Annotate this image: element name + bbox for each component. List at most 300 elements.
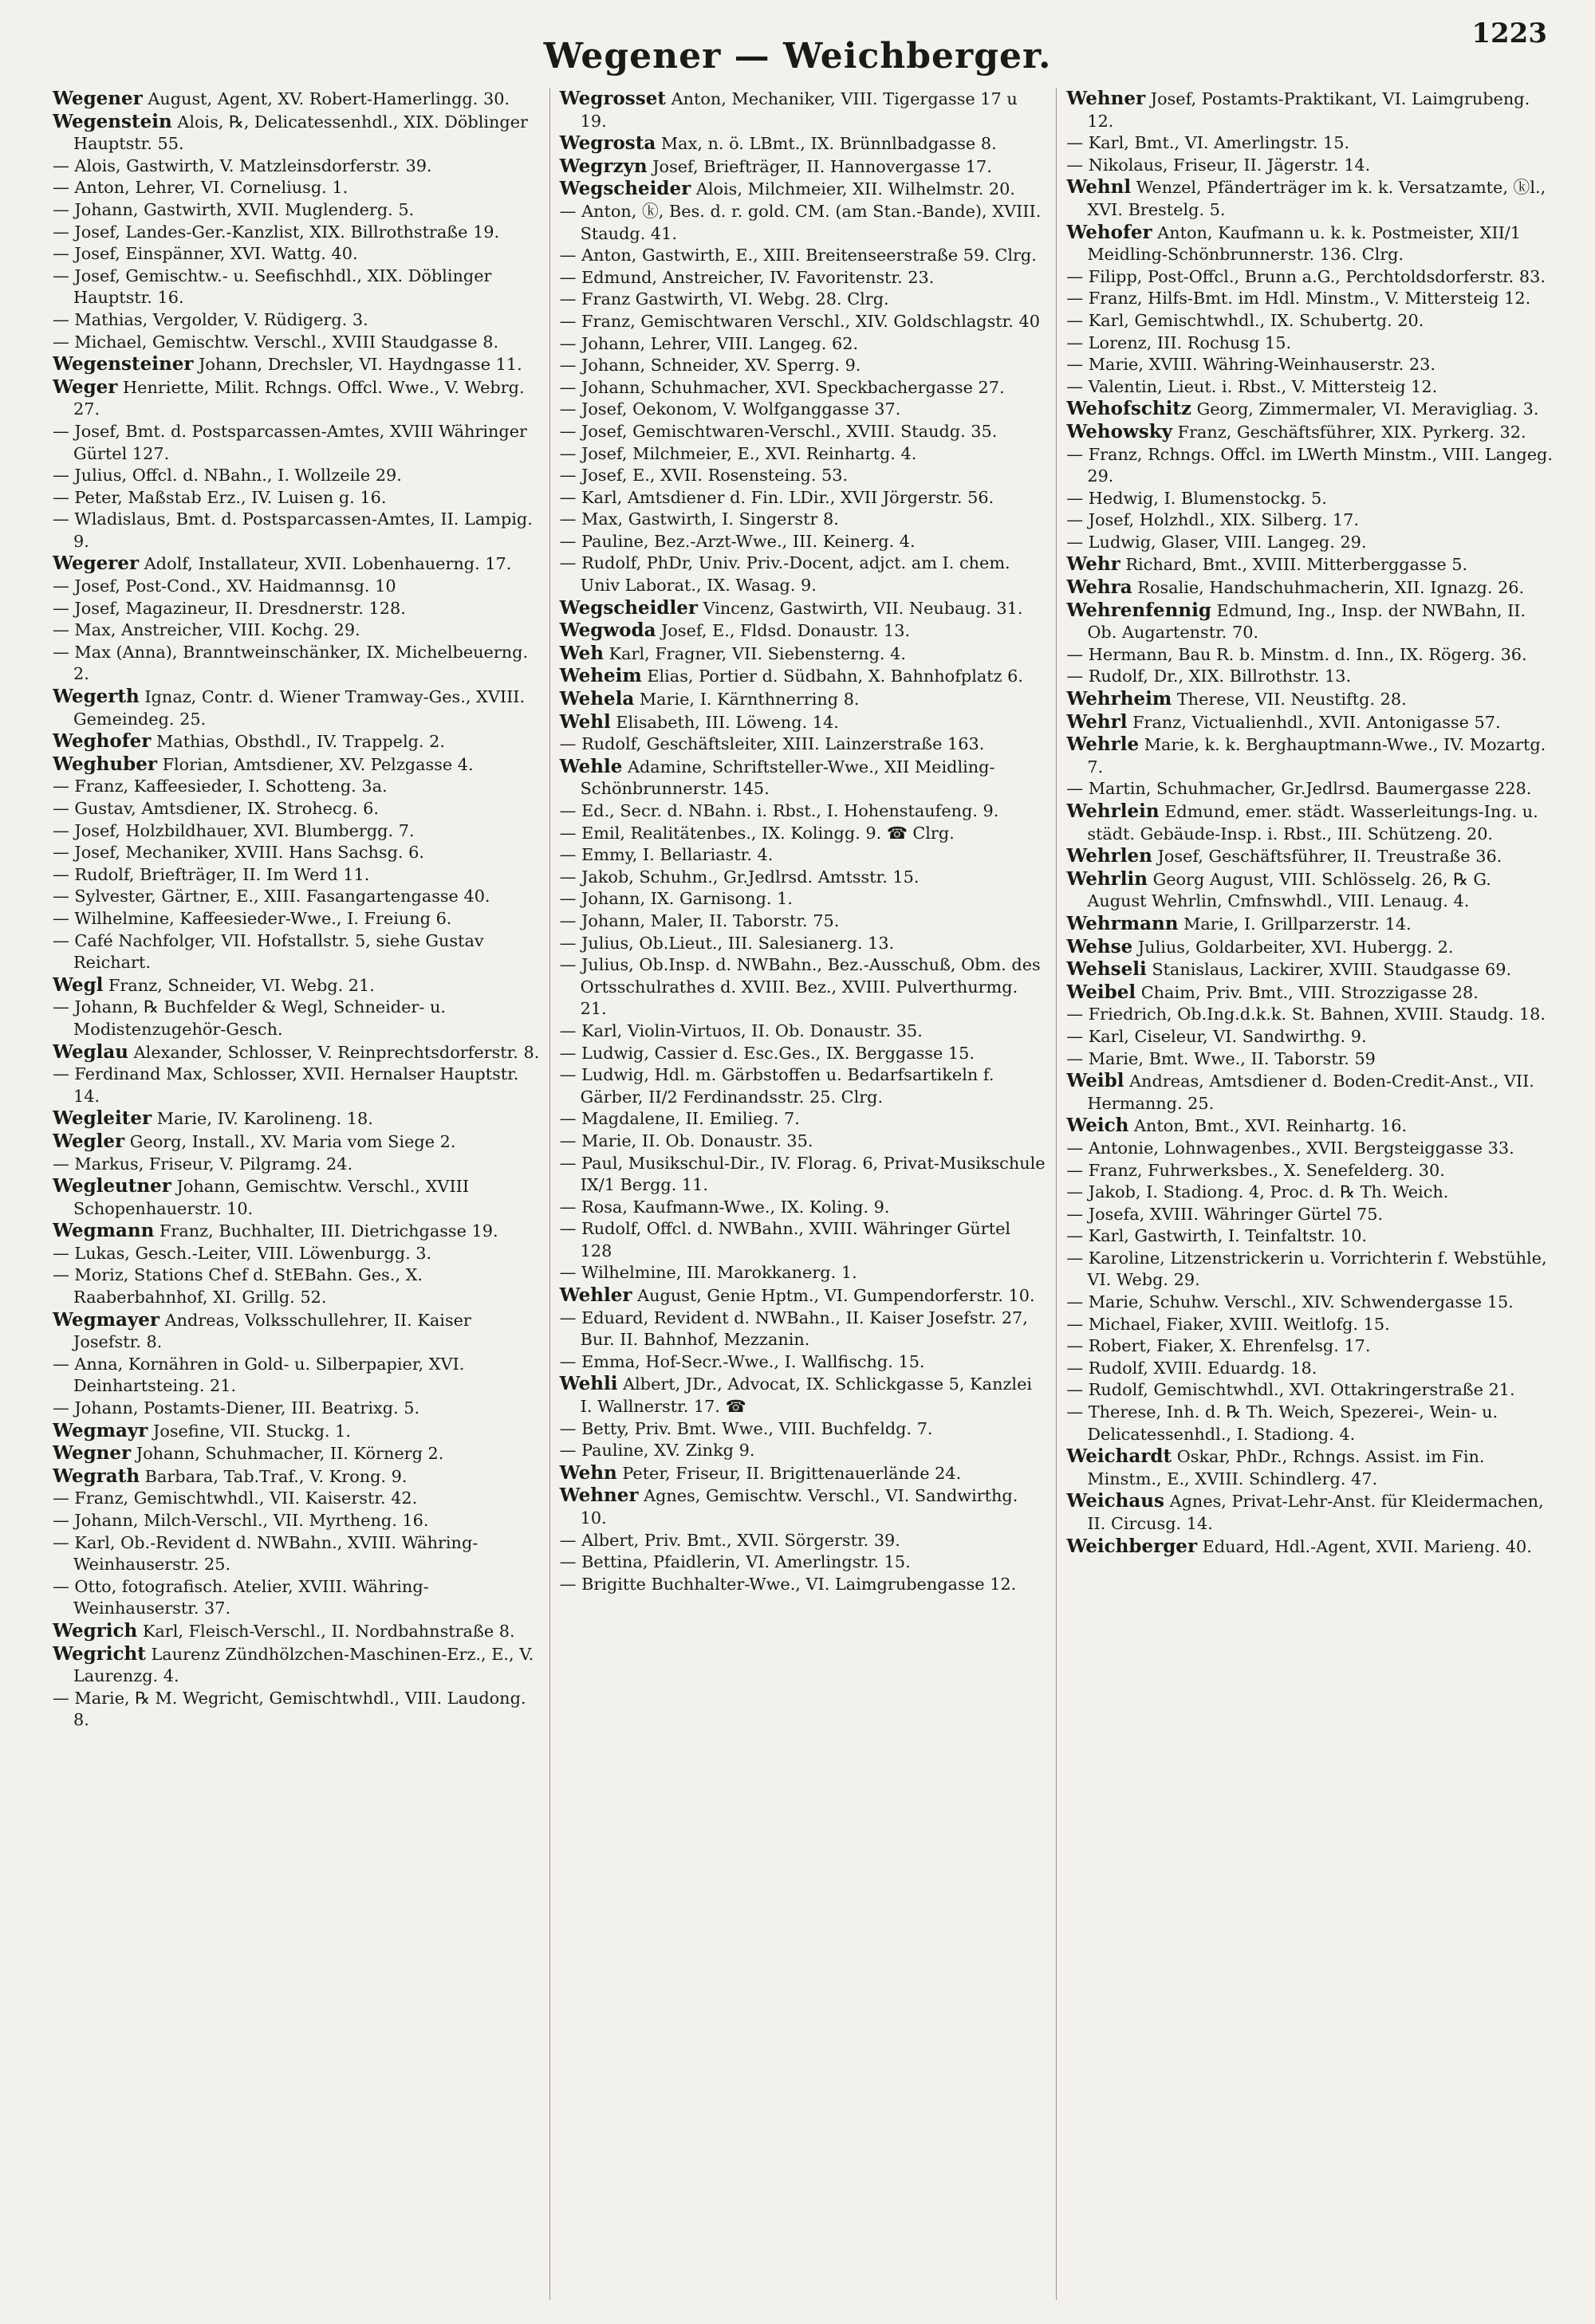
directory-entry (53, 1243, 540, 1265)
directory-entry (53, 1264, 540, 1308)
entry-text: — Johann, Schneider, XV. Sperrg. 9. (559, 356, 861, 376)
entry-text: — Emmy, I. Bellariastr. 4. (559, 845, 774, 865)
entry-text: — Gustav, Amtsdiener, IX. Strohecg. 6. (53, 799, 380, 818)
directory-entry (1066, 553, 1554, 576)
directory-entry (560, 1262, 1047, 1284)
entry-text: — Rudolf, Dr., XIX. Billrothstr. 13. (1066, 667, 1352, 686)
entry-surname: Wegrzyn (559, 155, 648, 177)
directory-entry (53, 598, 540, 620)
entry-text: — Michael, Gemischtw. Verschl., XVIII Staudgasse 8. (53, 332, 499, 352)
directory-entry (560, 531, 1047, 553)
directory-entry (560, 1373, 1047, 1418)
entry-text: Adamine, Schriftsteller-Wwe., XII Meidling-Schönbrunnerstr. 145. (580, 757, 995, 799)
entry-surname: Wegscheidler (559, 596, 698, 619)
directory-entry (1066, 532, 1554, 554)
entry-surname: Wegricht (53, 1642, 146, 1665)
directory-entry (560, 1551, 1047, 1574)
directory-entry (1066, 155, 1554, 177)
directory-entry (53, 1688, 540, 1732)
directory-entry (1066, 1004, 1554, 1026)
directory-entry (1066, 666, 1554, 688)
directory-entry (1066, 1048, 1554, 1071)
entry-text: — Rudolf, XVIII. Eduardg. 18. (1066, 1358, 1317, 1378)
directory-entry (53, 842, 540, 864)
entry-text: — Franz, Hilfs-Bmt. im Hdl. Minstm., V. Mittersteig 12. (1066, 289, 1531, 309)
directory-entry (53, 1131, 540, 1154)
entry-text: — Lorenz, III. Rochusg 15. (1066, 332, 1292, 352)
directory-entry (1066, 1335, 1554, 1358)
directory-entry (1066, 332, 1554, 355)
entry-text: Barbara, Tab.Traf., V. Krong. 9. (140, 1466, 408, 1486)
directory-entry (560, 800, 1047, 823)
entry-text: — Ludwig, Cassier d. Esc.Ges., IX. Berggasse 15. (559, 1043, 975, 1063)
entry-text: — Josef, Landes-Ger.-Kanzlist, XIX. Billrothstraße 19. (53, 222, 500, 242)
entry-text: Georg August, VIII. Schlösselg. 26, ℞ G. August Wehrlin, Cmfnswhdl., VIII. Lenaug. 4. (1087, 869, 1491, 911)
entry-surname: Wehrl (1066, 710, 1128, 733)
page-title: Wegener — Weichberger. (543, 36, 1052, 77)
directory-entry (560, 1351, 1047, 1374)
directory-entry (1066, 1026, 1554, 1048)
entry-surname: Wegscheider (559, 178, 691, 200)
entry-text: Max, n. ö. LBmt., IX. Brünnlbadgasse 8. (656, 134, 997, 154)
entry-text: — Karoline, Litzenstrickerin u. Vorrichterin f. Webstühle, VI. Webg. 29. (1066, 1248, 1547, 1290)
directory-entry (53, 1354, 540, 1398)
directory-entry (560, 311, 1047, 333)
directory-entry (560, 867, 1047, 889)
entry-text: — Rudolf, Briefträger, II. Im Werd 11. (53, 864, 370, 884)
entry-text: — Wilhelmine, Kaffeesieder-Wwe., I. Freiung 6. (53, 908, 452, 928)
directory-entry (53, 776, 540, 798)
entry-text: Karl, Fleisch-Verschl., II. Nordbahnstraße 8. (137, 1621, 515, 1641)
entry-text: — Betty, Priv. Bmt. Wwe., VIII. Buchfeldg. 7. (559, 1418, 933, 1438)
entry-text: Marie, IV. Karolineng. 18. (152, 1109, 373, 1129)
directory-entry (1066, 644, 1554, 667)
entry-text: — Rudolf, Geschäftsleiter, XIII. Lainzerstraße 163. (559, 734, 985, 754)
directory-entry (1066, 1358, 1554, 1380)
entry-text: Rosalie, Handschuhmacherin, XII. Ignazg. 26. (1132, 578, 1525, 598)
entry-text: Anton, Bmt., XVI. Reinhartg. 16. (1128, 1116, 1408, 1136)
directory-entry (1066, 1445, 1554, 1490)
directory-entry (53, 353, 540, 376)
directory-entry (560, 643, 1047, 666)
entry-surname: Wegleutner (53, 1175, 171, 1197)
entry-surname: Wehrenfennig (1066, 599, 1211, 621)
directory-entry (1066, 421, 1554, 444)
entry-surname: Wegmann (53, 1220, 155, 1242)
entry-surname: Wehela (559, 688, 635, 710)
directory-entry (1066, 800, 1554, 845)
directory-columns (43, 88, 1563, 2300)
directory-entry (53, 155, 540, 178)
directory-entry (560, 487, 1047, 509)
entry-text: — Café Nachfolger, VII. Hofstallstr. 5, siehe Gustav Reichart. (53, 930, 484, 973)
entry-text: — Karl, Bmt., VI. Amerlingstr. 15. (1066, 133, 1350, 153)
entry-text: — Mathias, Vergolder, V. Rüdigerg. 3. (53, 309, 368, 329)
entry-text: Georg, Zimmermaler, VI. Meravigliag. 3. (1191, 399, 1539, 419)
entry-surname: Wehn (559, 1461, 617, 1484)
entry-text: Alexander, Schlosser, V. Reinprechtsdorferstr. 8. (128, 1042, 540, 1062)
directory-entry (1066, 845, 1554, 868)
directory-entry (53, 908, 540, 930)
directory-entry (560, 399, 1047, 421)
entry-text: Anton, Mechaniker, VIII. Tigergasse 17 u 19. (580, 89, 1018, 131)
entry-text: — Josef, Mechaniker, XVIII. Hans Sachsg. 6. (53, 843, 424, 863)
directory-entry (53, 1576, 540, 1620)
entry-text: — Anton, Lehrer, VI. Corneliusg. 1. (53, 178, 349, 198)
entry-text: — Brigitte Buchhalter-Wwe., VI. Laimgrubengasse 12. (559, 1574, 1017, 1594)
directory-entry (53, 332, 540, 354)
entry-surname: Wegerth (53, 686, 140, 708)
directory-entry (1066, 176, 1554, 221)
entry-surname: Weh (559, 642, 604, 664)
directory-entry (560, 1043, 1047, 1065)
directory-entry (560, 421, 1047, 443)
directory-entry (560, 443, 1047, 466)
entry-text: Franz, Buchhalter, III. Dietrichgasse 19. (154, 1221, 498, 1241)
directory-entry (1066, 398, 1554, 421)
directory-entry (560, 552, 1047, 596)
entry-text: Edmund, Ing., Insp. der NWBahn, II. Ob. Augartenstr. 70. (1087, 600, 1526, 643)
directory-entry (53, 820, 540, 843)
directory-entry (560, 333, 1047, 356)
entry-text: Eduard, Hdl.-Agent, XVII. Marieng. 40. (1197, 1536, 1532, 1556)
directory-entry (1066, 868, 1554, 913)
directory-entry (560, 178, 1047, 201)
directory-entry (53, 642, 540, 686)
entry-surname: Wehseli (1066, 958, 1147, 981)
directory-entry (1066, 288, 1554, 310)
directory-entry (560, 910, 1047, 933)
directory-entry (560, 1131, 1047, 1153)
directory-entry (560, 1307, 1047, 1351)
entry-text: Florian, Amtsdiener, XV. Pelzgasse 4. (156, 754, 474, 774)
directory-entry (560, 756, 1047, 800)
entry-text: — Johann, IX. Garnisong. 1. (559, 889, 793, 909)
entry-surname: Wegmayer (53, 1308, 160, 1331)
directory-entry (53, 1442, 540, 1465)
directory-entry (560, 245, 1047, 267)
entry-text: Oskar, PhDr., Rchngs. Assist. im Fin. Minstm., E., XVIII. Schindlerg. 47. (1087, 1447, 1485, 1488)
directory-entry (53, 686, 540, 730)
entry-surname: Weheim (559, 665, 642, 687)
directory-entry (1066, 1536, 1554, 1559)
entry-text: — Karl, Violin-Virtuos, II. Ob. Donaustr. 35. (559, 1020, 923, 1040)
directory-entry (560, 665, 1047, 688)
entry-text: — Jakob, Schuhm., Gr.Jedlrsd. Amtsstr. 15. (559, 867, 920, 887)
directory-entry (53, 199, 540, 222)
entry-surname: Wegl (53, 973, 104, 996)
entry-surname: Weichberger (1066, 1535, 1198, 1557)
directory-entry (53, 1643, 540, 1688)
entry-text: August, Genie Hptm., VI. Gumpendorferstr. 10. (632, 1286, 1035, 1306)
directory-entry (1066, 600, 1554, 644)
directory-entry (1066, 509, 1554, 532)
entry-text: — Ed., Secr. d. NBahn. i. Rbst., I. Hohenstaufeng. 9. (559, 801, 999, 820)
entry-text: Elisabeth, III. Löweng. 14. (610, 712, 839, 732)
directory-entry (53, 886, 540, 908)
directory-entry (560, 1218, 1047, 1262)
entry-text: — Pauline, Bez.-Arzt-Wwe., III. Keinerg. 4. (559, 531, 916, 551)
entry-text: Peter, Friseur, II. Brigittenauerlände 24. (616, 1463, 962, 1483)
directory-entry (560, 155, 1047, 179)
entry-text: — Franz, Gemischtwhdl., VII. Kaiserstr. 42. (53, 1488, 418, 1508)
directory-entry (560, 1440, 1047, 1462)
entry-text: — Emma, Hof-Secr.-Wwe., I. Wallfischg. 15. (559, 1351, 925, 1371)
directory-entry (560, 597, 1047, 620)
directory-entry (1066, 1182, 1554, 1204)
directory-entry (560, 1153, 1047, 1197)
directory-entry (53, 1488, 540, 1510)
entry-surname: Weibl (1066, 1070, 1124, 1092)
entry-surname: Weger (53, 376, 118, 398)
directory-entry (53, 730, 540, 753)
entry-surname: Wehrmann (1066, 912, 1179, 934)
entry-surname: Wegwoda (559, 619, 656, 642)
entry-text: Josef, Postamts-Praktikant, VI. Laimgrubeng. 12. (1087, 89, 1530, 131)
entry-text: — Franz, Fuhrwerksbes., X. Senefelderg. 30. (1066, 1160, 1445, 1180)
directory-entry (560, 1574, 1047, 1596)
entry-text: — Jakob, I. Stadiong. 4, Proc. d. ℞ Th. Weich. (1066, 1182, 1449, 1202)
entry-text: — Filipp, Post-Offcl., Brunn a.G., Perchtoldsdorferstr. 83. (1066, 266, 1546, 286)
directory-entry (560, 1462, 1047, 1485)
directory-entry (53, 1510, 540, 1532)
entry-text: — Josef, Einspänner, XVI. Wattg. 40. (53, 244, 358, 264)
directory-entry (1066, 1402, 1554, 1445)
entry-text: — Moriz, Stations Chef d. StEBahn. Ges., X. Raaberbahnhof, XI. Grillg. 52. (53, 1265, 423, 1307)
entry-text: — Sylvester, Gärtner, E., XIII. Fasangartengasse 40. (53, 887, 490, 906)
entry-text: Wenzel, Pfänderträger im k. k. Versatzamte, ⓚl., XVI. Brestelg. 5. (1087, 178, 1546, 219)
directory-entry (560, 823, 1047, 845)
entry-surname: Wehner (1066, 88, 1146, 109)
directory-entry (1066, 1292, 1554, 1314)
entry-surname: Weghuber (53, 753, 157, 775)
directory-entry (560, 1484, 1047, 1529)
directory-entry (560, 1197, 1047, 1219)
entry-text: — Johann, Lehrer, VIII. Langeg. 62. (559, 333, 859, 353)
directory-entry (1066, 1070, 1554, 1115)
entry-text: — Franz, Gemischtwaren Verschl., XIV. Goldschlagstr. 40 (559, 311, 1040, 331)
directory-entry (560, 844, 1047, 867)
entry-text: Josefine, VII. Stuckg. 1. (148, 1421, 351, 1441)
entry-surname: Wegenstein (53, 110, 172, 132)
entry-text: — Wladislaus, Bmt. d. Postsparcassen-Amtes, II. Lampig. 9. (53, 509, 533, 551)
entry-text: — Julius, Ob.Insp. d. NWBahn., Bez.-Ausschuß, Obm. des Ortsschulrathes d. XVIII. Bez., XVIII. Pulverthurmg. 21. (559, 955, 1041, 1019)
entry-text: Laurenz Zündhölzchen-Maschinen-Erz., E., V. Laurenzg. 4. (73, 1644, 534, 1686)
directory-entry (53, 619, 540, 642)
directory-entry (1066, 733, 1554, 778)
entry-text: Vincenz, Gastwirth, VII. Neubaug. 31. (697, 598, 1023, 618)
directory-entry (53, 309, 540, 332)
directory-entry (53, 576, 540, 598)
entry-surname: Wehner (559, 1484, 639, 1507)
column-1 (43, 88, 549, 2300)
directory-entry (1066, 981, 1554, 1005)
directory-entry (560, 1064, 1047, 1108)
entry-text: — Karl, Amtsdiener d. Fin. LDir., XVII Jörgerstr. 56. (559, 487, 994, 507)
entry-text: — Johann, ℞ Buchfelder & Wegl, Schneider- u. Modistenzugehör-Gesch. (53, 997, 447, 1039)
directory-entry (1066, 913, 1554, 936)
directory-entry (560, 355, 1047, 377)
entry-text: — Eduard, Revident d. NWBahn., II. Kaiser Josefstr. 27, Bur. II. Bahnhof, Mezzanin. (559, 1307, 1028, 1350)
directory-entry (53, 177, 540, 199)
directory-entry (1066, 222, 1554, 266)
entry-text: — Josefa, XVIII. Währinger Gürtel 75. (1066, 1204, 1384, 1224)
column-2 (549, 88, 1057, 2300)
entry-surname: Wehowsky (1066, 420, 1173, 442)
entry-surname: Wegrath (53, 1465, 140, 1487)
entry-text: Mathias, Obsthdl., IV. Trappelg. 2. (151, 732, 445, 752)
directory-entry (53, 552, 540, 576)
entry-text: Richard, Bmt., XVIII. Mitterberggasse 5. (1120, 555, 1468, 575)
entry-text: — Josef, Gemischtw.- u. Seefischhdl., XIX. Döblinger Hauptstr. 16. (53, 265, 492, 308)
entry-text: Andreas, Amtsdiener d. Boden-Credit-Anst., VII. Hermanng. 25. (1087, 1072, 1534, 1113)
entry-text: — Franz, Rchngs. Offcl. im LWerth Minstm., VIII. Langeg. 29. (1066, 444, 1553, 486)
entry-surname: Wehler (559, 1284, 632, 1307)
directory-entry (53, 930, 540, 974)
directory-entry (53, 1064, 540, 1107)
entry-text: — Julius, Offcl. d. NBahn., I. Wollzeile 29. (53, 466, 402, 486)
directory-entry (1066, 444, 1554, 488)
entry-surname: Wegrosset (559, 88, 666, 109)
entry-text: — Valentin, Lieut. i. Rbst., V. Mittersteig 12. (1066, 376, 1438, 396)
directory-entry (560, 377, 1047, 399)
entry-text: — Julius, Ob.Lieut., III. Salesianerg. 13. (559, 933, 895, 953)
entry-text: — Josef, Post-Cond., XV. Haidmannsg. 10 (53, 576, 396, 596)
entry-text: — Rudolf, Offcl. d. NWBahn., XVIII. Währinger Gürtel 128 (559, 1219, 1011, 1260)
entry-text: Julius, Goldarbeiter, XVI. Hubergg. 2. (1132, 937, 1454, 957)
entry-text: Johann, Drechsler, VI. Haydngasse 11. (193, 355, 522, 375)
entry-text: — Anton, Gastwirth, E., XIII. Breitenseerstraße 59. Clrg. (559, 246, 1037, 265)
entry-text: — Edmund, Anstreicher, IV. Favoritenstr. 23. (559, 267, 935, 287)
directory-entry (560, 1284, 1047, 1307)
directory-entry (1066, 1379, 1554, 1402)
directory-entry (1066, 711, 1554, 734)
entry-text: Anton, Kaufmann u. k. k. Postmeister, XII/1 Meidling-Schönbrunnerstr. 136. Clrg. (1087, 222, 1522, 265)
entry-text: — Johann, Schuhmacher, XVI. Speckbachergasse 27. (559, 377, 1005, 397)
entry-text: Josef, Briefträger, II. Hannovergasse 17. (647, 156, 992, 176)
directory-entry (1066, 1138, 1554, 1160)
entry-text: — Johann, Postamts-Diener, III. Beatrixg. 5. (53, 1398, 420, 1418)
entry-surname: Wehr (1066, 553, 1120, 576)
entry-surname: Wegleiter (53, 1107, 152, 1130)
entry-text: — Albert, Priv. Bmt., XVII. Sörgerstr. 39. (559, 1530, 900, 1550)
entry-text: Georg, Install., XV. Maria vom Siege 2. (124, 1131, 456, 1151)
entry-surname: Wehrheim (1066, 688, 1172, 710)
directory-entry (1066, 1225, 1554, 1248)
entry-text: — Ludwig, Hdl. m. Gärbstoffen u. Bedarfsartikeln f. Gärber, II/2 Ferdinandsstr. 25. Clrg. (559, 1065, 994, 1107)
entry-surname: Wehofer (1066, 221, 1152, 243)
entry-text: — Karl, Gastwirth, I. Teinfaltstr. 10. (1066, 1226, 1368, 1246)
directory-entry (560, 711, 1047, 734)
directory-entry (53, 1532, 540, 1576)
directory-entry (1066, 1248, 1554, 1292)
directory-entry (560, 267, 1047, 289)
entry-text: Agnes, Privat-Lehr-Anst. für Kleidermachen, II. Circusg. 14. (1087, 1492, 1544, 1533)
entry-surname: Wehra (1066, 576, 1132, 599)
entry-text: — Rudolf, PhDr, Univ. Priv.-Docent, adjct. am I. chem. Univ Laborat., IX. Wasag. 9. (559, 553, 1010, 596)
entry-text: Ignaz, Contr. d. Wiener Tramway-Ges., XVIII. Gemeindeg. 25. (73, 687, 526, 729)
entry-text: — Hedwig, I. Blumenstockg. 5. (1066, 488, 1327, 508)
directory-entry (53, 1398, 540, 1420)
entry-text: — Anton, ⓚ, Bes. d. r. gold. CM. (am Stan.-Bande), XVIII. Staudg. 41. (559, 201, 1042, 243)
directory-entry (1066, 936, 1554, 959)
column-3 (1056, 88, 1563, 2300)
entry-surname: Weich (1066, 1115, 1129, 1137)
directory-entry (560, 619, 1047, 643)
entry-text: — Karl, Ciseleur, VI. Sandwirthg. 9. (1066, 1026, 1367, 1046)
directory-entry (1066, 1115, 1554, 1138)
entry-text: — Max (Anna), Branntweinschänker, IX. Michelbeuerng. 2. (53, 642, 529, 684)
directory-entry (560, 1530, 1047, 1552)
entry-surname: Wehrlein (1066, 800, 1160, 822)
directory-entry (1066, 576, 1554, 600)
directory-entry (53, 88, 540, 111)
entry-text: Andreas, Volksschullehrer, II. Kaiser Josefstr. 8. (73, 1310, 471, 1352)
entry-text: — Josef, Bmt. d. Postsparcassen-Amtes, XVIII Währinger Gürtel 127. (53, 421, 527, 463)
entry-surname: Weichaus (1066, 1490, 1164, 1512)
directory-entry (53, 1620, 540, 1643)
directory-entry (1066, 88, 1554, 132)
directory-entry (1066, 1204, 1554, 1226)
directory-entry (560, 289, 1047, 311)
entry-text: Marie, I. Grillparzerstr. 14. (1178, 914, 1412, 934)
directory-entry (560, 733, 1047, 756)
entry-text: — Peter, Maßstab Erz., IV. Luisen g. 16. (53, 487, 387, 507)
entry-surname: Weglau (53, 1040, 129, 1063)
entry-surname: Wegner (53, 1442, 132, 1465)
entry-text: — Josef, Holzhdl., XIX. Silberg. 17. (1066, 510, 1359, 530)
directory-entry (53, 111, 540, 155)
entry-text: — Ferdinand Max, Schlosser, XVII. Hernalser Hauptstr. 14. (53, 1064, 519, 1106)
directory-entry (560, 1020, 1047, 1043)
entry-text: — Emil, Realitätenbes., IX. Kolingg. 9. ☎ Clrg. (559, 823, 955, 843)
entry-text: Karl, Fragner, VII. Siebensterng. 4. (603, 643, 906, 663)
entry-text: Henriette, Milit. Rchngs. Offcl. Wwe., V. Webrg. 27. (73, 377, 525, 419)
entry-text: Franz, Schneider, VI. Webg. 21. (103, 975, 375, 995)
directory-entry (53, 1175, 540, 1220)
directory-entry (53, 265, 540, 309)
entry-surname: Weichardt (1066, 1445, 1172, 1468)
entry-text: — Paul, Musikschul-Dir., IV. Florag. 6, Privat-Musikschule IX/1 Bergg. 11. (559, 1153, 1046, 1195)
entry-text: — Ludwig, Glaser, VIII. Langeg. 29. (1066, 532, 1367, 552)
directory-entry (560, 465, 1047, 487)
directory-entry (53, 1154, 540, 1176)
entry-surname: Wehl (559, 710, 611, 733)
directory-entry (560, 933, 1047, 955)
directory-entry (53, 974, 540, 997)
entry-text: — Johann, Milch-Verschl., VII. Myrtheng. 16. (53, 1511, 429, 1530)
directory-entry (1066, 132, 1554, 155)
page-header (48, 13, 1547, 77)
entry-text: — Michael, Fiaker, XVIII. Weitlofg. 15. (1066, 1314, 1390, 1334)
entry-text: — Karl, Ob.-Revident d. NWBahn., XVIII. Währing-Weinhauserstr. 25. (53, 1532, 478, 1575)
entry-text: Alois, Milchmeier, XII. Wilhelmstr. 20. (691, 179, 1015, 199)
entry-surname: Wehli (559, 1373, 618, 1395)
directory-entry (53, 509, 540, 552)
entry-text: — Karl, Gemischtwhdl., IX. Schubertg. 20. (1066, 310, 1424, 330)
entry-text: Josef, E., Fldsd. Donaustr. 13. (656, 621, 911, 641)
entry-text: — Antonie, Lohnwagenbes., XVII. Bergsteiggasse 33. (1066, 1138, 1514, 1158)
entry-surname: Wegensteiner (53, 353, 194, 376)
directory-entry (560, 954, 1047, 1020)
entry-text: — Josef, Milchmeier, E., XVI. Reinhartg. 4. (559, 443, 917, 463)
entry-surname: Wehle (559, 755, 623, 777)
entry-surname: Wegmayr (53, 1419, 148, 1441)
entry-text: — Otto, fotografisch. Atelier, XVIII. Währing-Weinhauserstr. 37. (53, 1576, 429, 1618)
entry-surname: Wehofschitz (1066, 398, 1191, 420)
entry-text: — Magdalene, II. Emilieg. 7. (559, 1109, 800, 1129)
directory-entry (53, 1107, 540, 1131)
